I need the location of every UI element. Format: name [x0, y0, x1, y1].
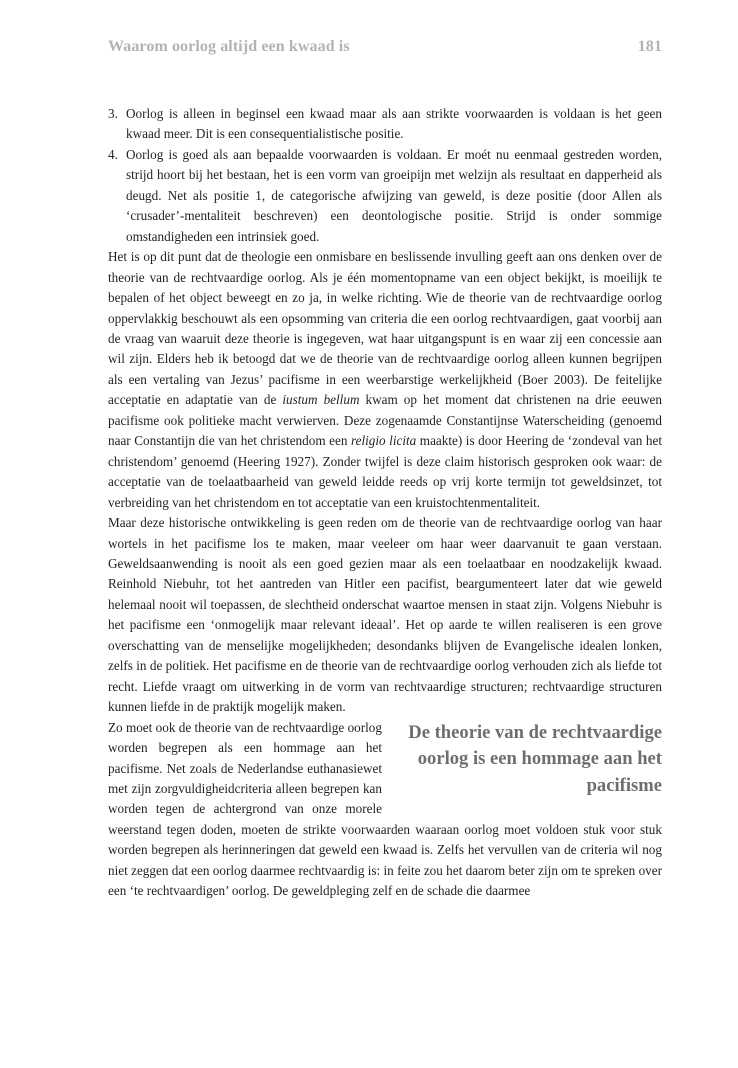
- positions-list: [108, 104, 662, 247]
- list-item: [108, 104, 662, 145]
- paragraph-theology-part3: maakte) is door Heering de ‘zondeval van het christendom’ genoemd (Heering 1927). Zonder twijfel is deze claim historisch gesproken ook waar: de acceptatie van de toelaatbaarheid van geweld leidde reeds op vrij korte termijn tot geweldsinzet, tot verbreiding van het christendom en tot acceptatie van een kruistochtenmentaliteit.: [108, 433, 663, 510]
- paragraph-hommage: Zo moet ook de theorie van de rechtvaardige oorlog worden begrepen als een hommage aan het pacifisme. Net zoals de Nederlandse euthanasiewet met zijn zorgvuldigheidcriteria alleen begrepen kan worden tegen de achtergrond van onze morele weerstand tegen doden, moeten de strikte voorwaarden waaraan oorlog moet voldoen stuk voor stuk worden begrepen als herinneringen dat geweld een kwaad is. Zelfs het vervullen van de criteria wil nog niet zeggen dat een oorlog daarmee rechtvaardig is: in feite zou het daarom beter zijn om te spreken over een ‘te rechtvaardigen’ oorlog. De geweldpleging zelf en de schade die daarmee: [108, 719, 662, 899]
- main-text: [108, 104, 662, 902]
- list-item: [108, 145, 662, 247]
- list-item-number: 4.: [108, 146, 118, 162]
- paragraph-theology-italic-iustum-bellum: iustum bellum: [282, 392, 360, 408]
- paragraph-theology-part2: kwam op het moment dat christenen na drie eeuwen pacifisme ook politieke macht verwierven. Deze zogenaamde Constantijnse Waterscheiding (genoemd naar Constantijn die van het christendom een: [108, 392, 662, 449]
- paragraph-niebuhr: Maar deze historische ontwikkeling is geen reden om de theorie van de rechtvaardige oorlog van haar wortels in het pacifisme los te maken, maar veeleer om haar weer daarvanuit te gaan verstaan. Geweldsaanwending is nooit als een goed gezien maar als een toelaatbaar en noodzakelijk kwaad. Reinhold Niebuhr, tot het aantreden van Hitler een pacifist, beargumenteert later dat wie geweld helemaal nooit wil toepassen, de slechtheid onderschat waartoe mensen in staat zijn. Volgens Niebuhr is het pacifisme een ‘onmogelijk maar relevant ideaal’. Het op aarde te willen realiseren is een grove overschatting van de menselijke mogelijkheden; desondanks blijven de Evangelische idealen lonken, zelfs in de politiek. Het pacifisme en de theorie van de rechtvaardige oorlog verhouden zich als liefde tot recht. Liefde vraagt om uitwerking in de vorm van rechtvaardige structuren; rechtvaardige structuren kunnen liefde in de praktijk mogelijk maken.: [108, 515, 662, 715]
- paragraph-theology-part1: Het is op dit punt dat de theologie een onmisbare en beslissende invulling geeft aan ons denken over de theorie van de rechtvaardige oorlog. Als je één momentopname van een object bekijkt, is moeilijk te bepalen of het object beweegt en zo ja, in welke richting. Wie de theorie van de rechtvaardige oorlog oppervlakkig beschouwt als een opsomming van criteria die een oorlog rechtvaardigen, gaat voorbij aan de vraag van waaruit deze theorie is ingegeven, wat haar uitgangspunt is en waar zij een concessie aan wil zijn. Elders heb ik betoogd dat we de theorie van de rechtvaardige oorlog alleen kunnen begrijpen als een vertaling van Jezus’ pacifisme in een weerbarstige werkelijkheid (Boer 2003). De feitelijke acceptatie en adaptatie van de: [108, 249, 662, 408]
- paragraph-theology-italic-religio-licita: religio licita: [350, 433, 417, 449]
- paragraph-theology: [108, 247, 662, 513]
- page-number: 181: [637, 38, 662, 55]
- list-item-text: Oorlog is goed als aan bepaalde voorwaarden is voldaan. Er moét nu eenmaal gestreden worden, strijd hoort bij het bestaan, het is een vorm van groeipijn met welzijn als resultaat en dapperheid als deugd. Net als positie 1, de categorische afwijzing van geweld, is deze positie (door Allen als ‘crusader’-mentaliteit beschreven) een deontologische positie. Strijd is onder sommige omstandigheden een intrinsiek goed.: [126, 146, 662, 244]
- running-head: [108, 38, 662, 56]
- list-item-text: Oorlog is alleen in beginsel een kwaad maar als aan strikte voorwaarden is voldaan is het geen kwaad meer. Dit is een consequentialistische positie.: [126, 106, 662, 142]
- list-item-number: 3.: [108, 106, 118, 121]
- running-head-title: Waarom oorlog altijd een kwaad is: [108, 38, 350, 55]
- pull-quote-section: [108, 718, 662, 902]
- pull-quote: De theorie van de rechtvaardige oorlog is een hommage aan het pacifisme: [408, 721, 662, 796]
